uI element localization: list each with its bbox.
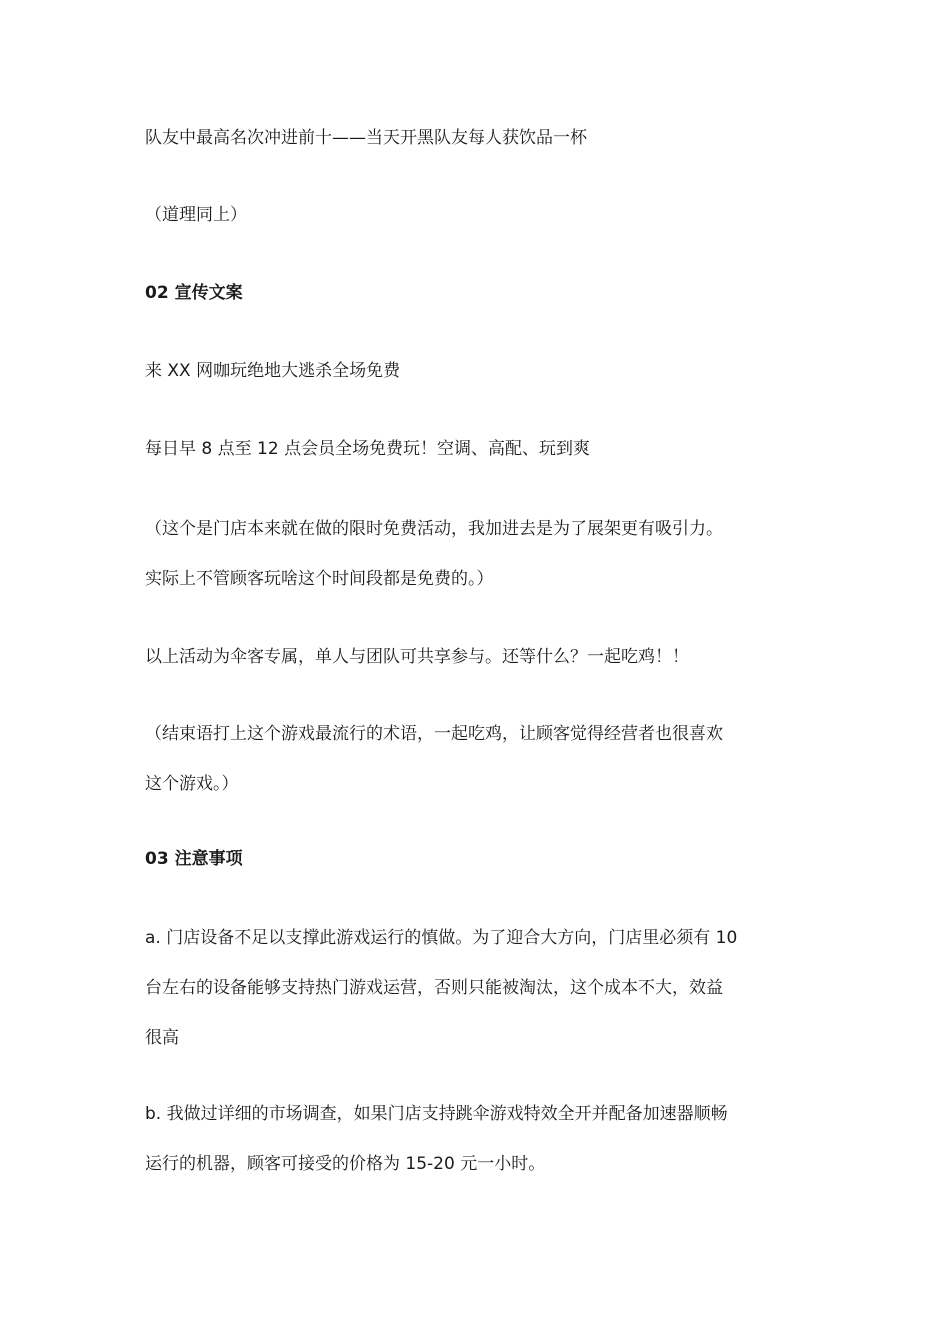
paragraph-free-play-title: 来 XX 网咖玩绝地大逃杀全场免费 xyxy=(145,361,401,381)
paragraph-daily-free-hours: 每日早 8 点至 12 点会员全场免费玩！空调、高配、玩到爽 xyxy=(145,439,591,459)
paragraph-note-same-reason: （道理同上） xyxy=(145,205,247,225)
heading-promo-copy: 02 宣传文案 xyxy=(145,283,243,303)
paragraph-line: （这个是门店本来就在做的限时免费活动，我加进去是为了展架更有吸引力。 xyxy=(145,519,723,539)
paragraph-line: （结束语打上这个游戏最流行的术语，一起吃鸡，让顾客觉得经营者也很喜欢 xyxy=(145,724,723,744)
paragraph-line: 这个游戏。） xyxy=(145,774,239,794)
paragraph-rank-reward: 队友中最高名次冲进前十——当天开黑队友每人获饮品一杯 xyxy=(145,128,587,148)
paragraph-ending-slogan-note xyxy=(145,709,805,809)
paragraph-line: b. 我做过详细的市场调查，如果门店支持跳伞游戏特效全开并配备加速器顺畅 xyxy=(145,1104,728,1124)
paragraph-free-activity-note xyxy=(145,504,805,604)
heading-notes: 03 注意事项 xyxy=(145,849,243,869)
paragraph-line: 运行的机器，顾客可接受的价格为 15-20 元一小时。 xyxy=(145,1154,546,1174)
paragraph-line: 台左右的设备能够支持热门游戏运营，否则只能被淘汰，这个成本不大，效益 xyxy=(145,978,723,998)
paragraph-line: 实际上不管顾客玩啥这个时间段都是免费的。） xyxy=(145,569,494,589)
paragraph-line: 很高 xyxy=(145,1028,179,1048)
paragraph-exclusive-activity: 以上活动为伞客专属，单人与团队可共享参与。还等什么？一起吃鸡！！ xyxy=(145,647,689,667)
paragraph-note-a xyxy=(145,913,805,1063)
paragraph-line: a. 门店设备不足以支撑此游戏运行的慎做。为了迎合大方向，门店里必须有 10 xyxy=(145,928,738,948)
paragraph-note-b xyxy=(145,1089,805,1189)
